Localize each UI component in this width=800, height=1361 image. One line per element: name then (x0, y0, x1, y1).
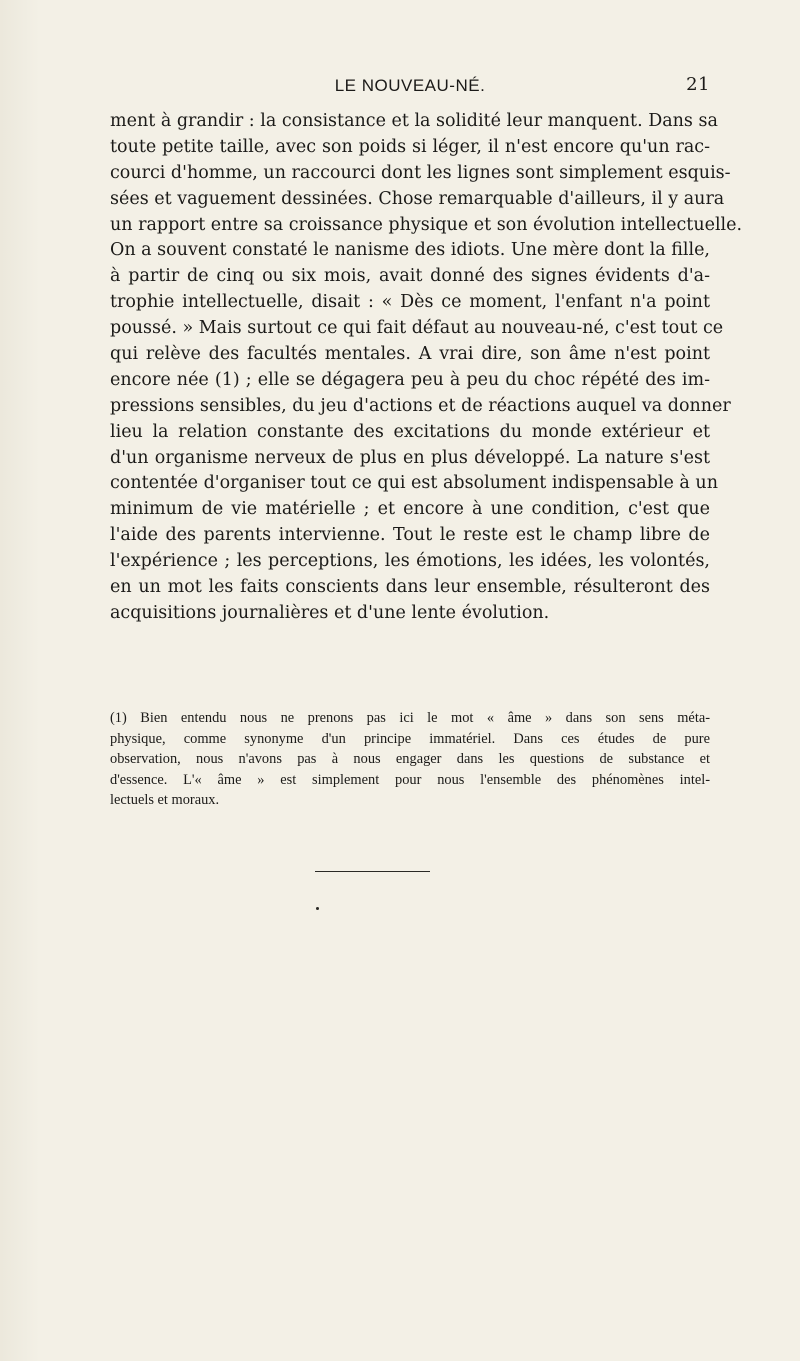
body-line: encore née (1) ; elle se dégagera peu à peu du choc répété des im- (110, 369, 710, 390)
body-line: sées et vaguement dessinées. Chose remarquable d'ailleurs, il y aura (110, 188, 725, 209)
running-head (110, 76, 710, 100)
body-line: un rapport entre sa croissance physique et son évolution intellectuelle. (110, 214, 743, 235)
body-line: lieu la relation constante des excitations du monde extérieur et (110, 421, 710, 442)
body-line: contentée d'organiser tout ce qui est absolument indispensable à un (110, 473, 718, 494)
footnote (110, 708, 710, 811)
body-line: minimum de vie matérielle ; et encore à une condition, c'est que (110, 499, 710, 520)
body-line: acquisitions journalières et d'une lente évolution. (110, 602, 550, 623)
body-line: On a souvent constaté le nanisme des idiots. Une mère dont la fille, (110, 240, 710, 261)
body-line: d'un organisme nerveux de plus en plus développé. La nature s'est (110, 447, 710, 468)
body-line: poussé. » Mais surtout ce qui fait défaut au nouveau-né, c'est tout ce (110, 318, 724, 339)
body-line: l'expérience ; les perceptions, les émotions, les idées, les volontés, (110, 551, 710, 572)
footnote-line: observation, nous n'avons pas à nous engager dans les questions de substance et (110, 751, 710, 768)
body-line: pressions sensibles, du jeu d'actions et de réactions auquel va donner (110, 395, 731, 416)
body-line: toute petite taille, avec son poids si léger, il n'est encore qu'un rac- (110, 136, 710, 157)
body-text (110, 109, 743, 627)
footnote-line: d'essence. L'« âme » est simplement pour nous l'ensemble des phénomènes intel- (110, 771, 710, 788)
footnote-line: physique, comme synonyme d'un principe immatériel. Dans ces études de pure (110, 730, 710, 747)
footnote-line: (1) Bien entendu nous ne prenons pas ici le mot « âme » dans son sens méta- (110, 710, 710, 726)
running-title: LE NOUVEAU-NÉ. (334, 76, 486, 95)
body-line: trophie intellectuelle, disait : « Dès ce moment, l'enfant n'a point (110, 292, 710, 313)
ink-speck (316, 907, 319, 910)
body-line: à partir de cinq ou six mois, avait donné des signes évidents d'a- (110, 266, 710, 287)
page-number: 21 (686, 74, 710, 95)
body-line: courci d'homme, un raccourci dont les lignes sont simplement esquis- (110, 162, 731, 183)
body-line: qui relève des facultés mentales. A vrai dire, son âme n'est point (110, 344, 710, 365)
section-rule (315, 871, 430, 872)
footnote-line: lectuels et moraux. (110, 792, 220, 809)
body-line: l'aide des parents intervienne. Tout le reste est le champ libre de (110, 525, 710, 546)
body-line: en un mot les faits conscients dans leur ensemble, résulteront des (110, 577, 710, 598)
body-line: ment à grandir : la consistance et la solidité leur manquent. Dans sa (110, 111, 718, 131)
